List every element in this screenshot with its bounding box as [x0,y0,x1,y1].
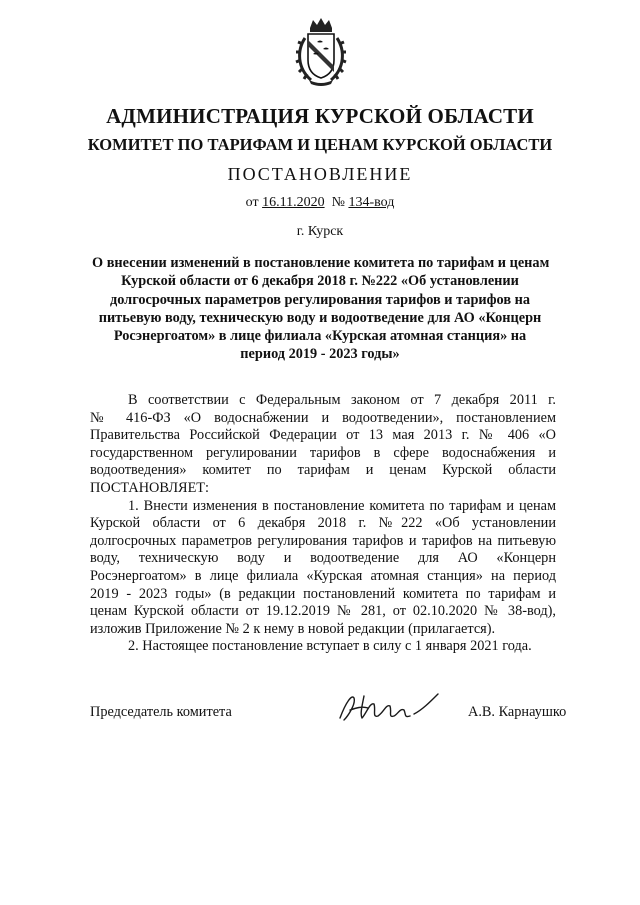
body-line: Курской области от 6 декабря 2018 г. №222 «Об установлении [90,515,556,532]
document-body [90,392,556,656]
body-line: 2. Настоящее постановление вступает в силу с 1 января 2021 года. [128,638,532,655]
body-line: воду, техническую воду и водоотведение для АО «Концерн [90,550,556,567]
signatory-position: Председатель комитета [90,704,232,720]
body-line: ПОСТАНОВЛЯЕТ: [90,479,210,496]
signatory-name: А.В. Карнаушко [468,704,567,720]
body-line: долгосрочных параметров регулирования тарифов и тарифов на питьевую [90,532,556,549]
body-line: изложив Приложение № 2 к нему в новой редакции (прилагается). [90,620,496,637]
title-line: Росэнергоатом» в лице филиала «Курская атомная станция» на [113,328,527,345]
body-line: водоотведения» комитет по тарифам и ценам Курской области [90,462,556,479]
body-line: Росэнергоатом» в лице филиала «Курская атомная станция» на период [90,567,556,584]
document-type: ПОСТАНОВЛЕНИЕ [227,164,413,184]
city: г. Курск [296,224,344,239]
body-line: В соответствии с Федеральным законом от 7 декабря 2011 г. [128,392,556,408]
body-line: № 416-ФЗ «О водоснабжении и водоотведении», постановлением [90,409,556,426]
number-sign: № [331,195,345,210]
title-line: долгосрочных параметров регулирования тарифов и тарифов на [109,291,531,308]
document-number: 134-вод [348,195,395,210]
title-line: Курской области от 6 декабря 2018 г. №222 «Об установлении [121,273,519,290]
document-title [92,254,548,364]
date-number-line [0,195,640,211]
title-line: питьевую воду, техническую воду и водоотведение для АО «Концерн [98,309,542,326]
body-line: Правительства Российской Федерации от 13 мая 2013 г. № 406 «О [90,427,556,444]
title-line: период 2019 - 2023 годы» [240,346,400,363]
body-line: 2019 - 2023 годы» (в редакции постановлений комитета по тарифам и [90,585,556,602]
document-date: 16.11.2020 [262,195,325,210]
org-primary-heading: АДМИНИСТРАЦИЯ КУРСКОЙ ОБЛАСТИ [106,104,534,128]
coat-of-arms-icon [293,16,349,88]
date-prefix: от [245,195,259,210]
org-secondary-heading: КОМИТЕТ ПО ТАРИФАМ И ЦЕНАМ КУРСКОЙ ОБЛАСТИ [87,135,553,154]
title-line: О внесении изменений в постановление комитета по тарифам и ценам [92,255,550,271]
body-line: государственном регулировании тарифов в сфере водоснабжения и [90,444,556,461]
handwritten-signature-icon [334,688,444,728]
body-line: 1. Внести изменения в постановление комитета по тарифам и ценам [128,497,556,514]
body-line: ценам Курской области от 19.12.2019 № 281, от 02.10.2020 № 38-вод), [90,603,556,620]
